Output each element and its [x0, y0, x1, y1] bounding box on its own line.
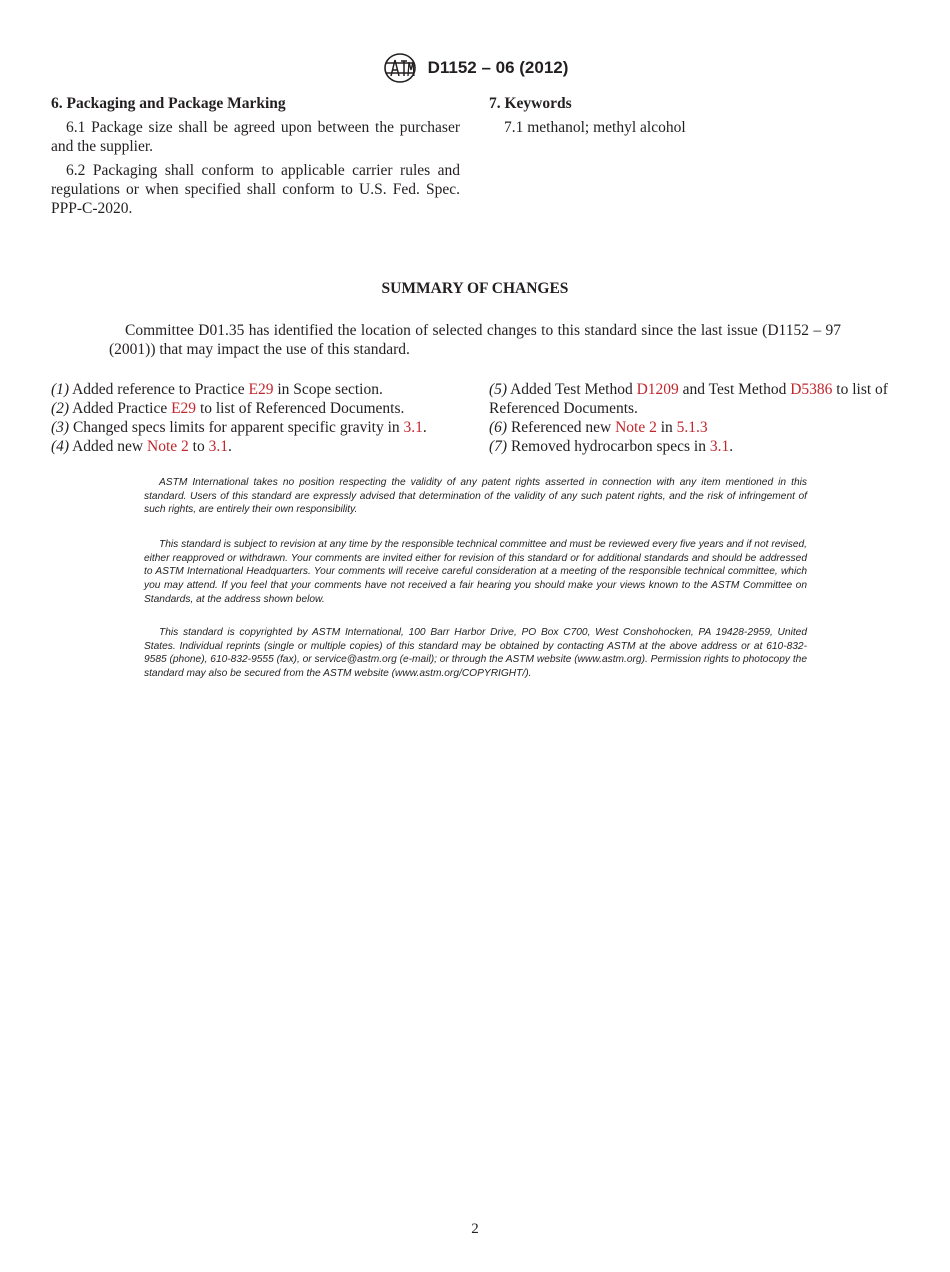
ref-link[interactable]: Note 2 — [147, 438, 189, 455]
change-item-1: (1) Added reference to Practice E29 in Scope section. — [51, 381, 383, 398]
section-7-title: 7. Keywords — [489, 95, 572, 112]
changes-list-right — [489, 380, 900, 456]
section-7 — [489, 94, 900, 142]
paragraph-6-1: 6.1 Package size shall be agreed upon between the purchaser and the supplier. — [51, 119, 460, 155]
section-6 — [51, 94, 460, 223]
ref-link[interactable]: 5.1.3 — [676, 419, 708, 436]
section-6-title: 6. Packaging and Package Marking — [51, 95, 286, 112]
summary-intro: Committee D01.35 has identified the location of selected changes to this standard since the last issue (D1152 – 97 (2001)) that may impact the use of this standard. — [109, 322, 841, 358]
ref-link[interactable]: E29 — [248, 381, 274, 398]
patent-notice: ASTM International takes no position respecting the validity of any patent rights asserted in connection with any item mentioned in this standard. Users of this standard are expressly advised that determination of the validity of any such patent rights, and the risk of infringement of such rights, are entirely their own responsibility. — [144, 477, 807, 516]
page-header — [0, 52, 950, 84]
ref-link[interactable]: 3.1 — [709, 438, 730, 455]
paragraph-7-1: 7.1 methanol; methyl alcohol — [504, 119, 686, 136]
change-item-6: (6) Referenced new Note 2 in 5.1.3 — [489, 419, 708, 436]
summary-of-changes-title: SUMMARY OF CHANGES — [381, 280, 569, 297]
ref-link[interactable]: D5386 — [790, 381, 833, 398]
change-item-7: (7) Removed hydrocarbon specs in 3.1. — [489, 438, 734, 455]
change-item-2: (2) Added Practice E29 to list of Referenced Documents. — [51, 400, 405, 417]
page-number: 2 — [471, 1221, 479, 1237]
ref-link[interactable]: E29 — [171, 400, 197, 417]
copyright-notice: This standard is copyrighted by ASTM International, 100 Barr Harbor Drive, PO Box C700, West Conshohocken, PA 19428-2959, United States. Individual reprints (single or multiple copies) of this standard may be obtained by contacting ASTM at the above address or at 610-832-9585 (phone), 610-832-9555 (fax), or service@astm.org (e-mail); or through the ASTM website (www.astm.org). Permission rights to photocopy the standard may also be secured from the ASTM website (www.astm.org/COPYRIGHT/). — [144, 627, 807, 680]
change-item-5: (5) Added Test Method D1209 and Test Method D5386 to list of Referenced Documents. — [489, 381, 888, 417]
astm-logo-icon — [382, 52, 418, 84]
ref-link[interactable]: Note 2 — [615, 419, 657, 436]
ref-link[interactable]: 3.1 — [208, 438, 228, 455]
paragraph-6-2: 6.2 Packaging shall conform to applicable carrier rules and regulations or when specified shall conform to U.S. Fed. Spec. PPP-C-2020. — [51, 162, 460, 217]
ref-link[interactable]: 3.1 — [403, 419, 423, 436]
ref-link[interactable]: D1209 — [636, 381, 679, 398]
document-designation: D1152 – 06 (2012) — [427, 58, 569, 77]
revision-notice: This standard is subject to revision at any time by the responsible technical committee and must be reviewed every five years and if not revised, either reapproved or withdrawn. Your comments are invited either for revision of this standard or for additional standards and should be addressed to ASTM International Headquarters. Your comments will receive careful consideration at a meeting of the responsible technical committee, which you may attend. If you feel that your comments have not received a fair hearing you should make your views known to the ASTM Committee on Standards, at the address shown below. — [144, 539, 807, 605]
change-item-3: (3) Changed specs limits for apparent specific gravity in 3.1. — [51, 419, 427, 436]
changes-list-left — [51, 380, 460, 456]
change-item-4: (4) Added new Note 2 to 3.1. — [51, 438, 232, 455]
